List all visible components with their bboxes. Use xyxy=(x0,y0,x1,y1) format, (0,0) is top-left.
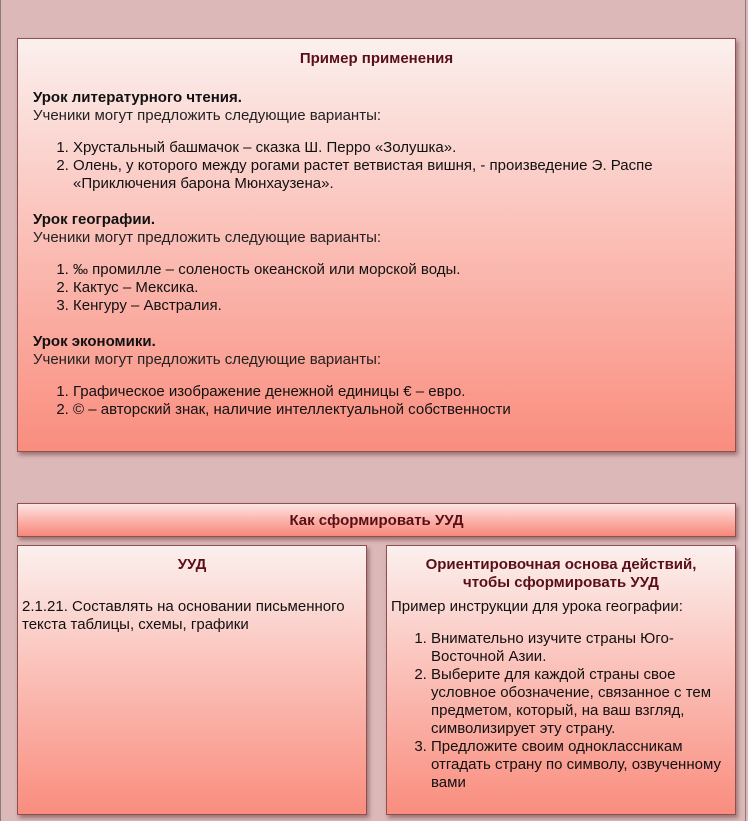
lesson-geography xyxy=(33,211,720,315)
list-item: 1. Хрустальный башмачок – сказка Ш. Перро «Золушка». xyxy=(73,139,720,157)
list-item: 1. ‰ промилле – соленость океанской или морской воды. xyxy=(73,261,720,279)
lesson-list xyxy=(33,261,720,315)
list-item: 3. Кенгуру – Австралия. xyxy=(73,297,720,315)
lesson-list xyxy=(33,139,720,193)
list-item: 2. Кактус – Мексика. xyxy=(73,279,720,297)
oood-body xyxy=(391,598,729,792)
example-panel xyxy=(17,38,736,452)
list-item: 1. Графическое изображение денежной единицы € – евро. xyxy=(73,383,720,401)
list-item: 2. © – авторский знак, наличие интеллектуальной собственности xyxy=(73,401,720,419)
uud-title: УУД xyxy=(177,556,207,573)
uud-text: 2.1.21. Составлять на основании письменного текста таблицы, схемы, графики xyxy=(22,598,345,633)
lesson-title: Урок литературного чтения. xyxy=(33,89,242,106)
lesson-title: Урок экономики. xyxy=(33,333,156,350)
list-item: 2. Олень, у которого между рогами растет ветвистая вишня, - произведение Э. Распе «Приключения барона Мюнхаузена». xyxy=(73,157,720,193)
lesson-list xyxy=(33,383,720,419)
list-item: 3. Предложите своим одноклассникам отгадать страну по символу, озвученному вами xyxy=(431,738,729,792)
oood-title xyxy=(391,556,731,592)
how-title: Как сформировать УУД xyxy=(289,512,464,529)
oood-title-line1: Ориентировочная основа действий, xyxy=(425,556,697,573)
list-item: 2. Выберите для каждой страны свое условное обозначение, связанное с тем предметом, который, на ваш взгляд, символизирует эту страну. xyxy=(431,666,729,738)
lesson-intro: Ученики могут предложить следующие варианты: xyxy=(33,229,382,246)
oood-intro: Пример инструкции для урока географии: xyxy=(391,598,683,615)
uud-body xyxy=(22,598,360,634)
oood-panel xyxy=(386,545,736,815)
example-title: Пример применения xyxy=(299,50,454,67)
list-item: 1. Внимательно изучите страны Юго-Восточной Азии. xyxy=(431,630,729,666)
oood-list xyxy=(391,630,729,792)
lesson-economics xyxy=(33,333,720,419)
lesson-intro: Ученики могут предложить следующие варианты: xyxy=(33,107,382,124)
oood-title-line2: чтобы сформировать УУД xyxy=(463,574,659,591)
how-header-panel xyxy=(17,503,736,537)
lesson-title: Урок географии. xyxy=(33,211,155,228)
lesson-literature xyxy=(33,89,720,193)
uud-panel xyxy=(17,545,367,815)
lesson-intro: Ученики могут предложить следующие варианты: xyxy=(33,351,382,368)
